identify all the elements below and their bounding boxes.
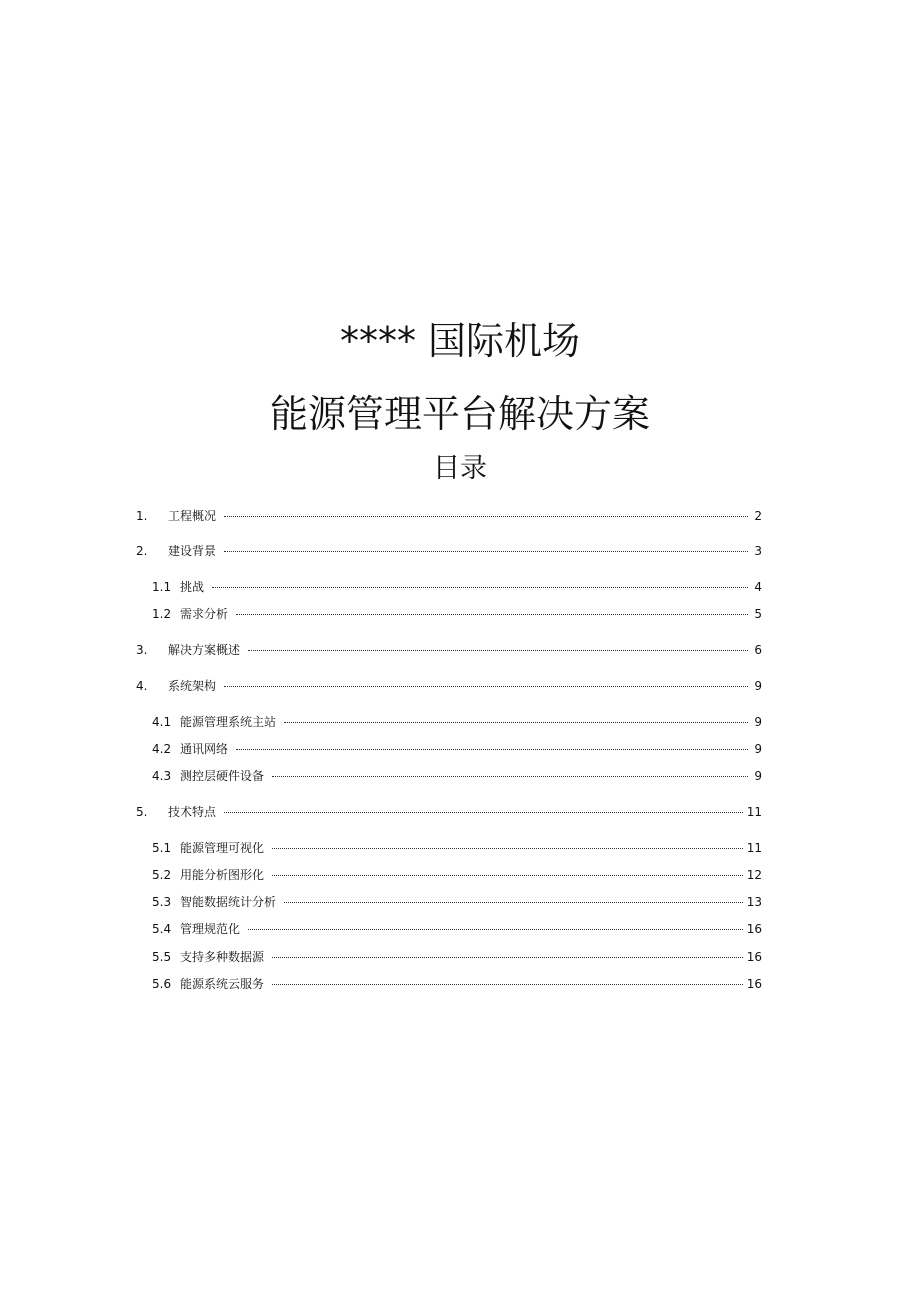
toc-entry-title: 通讯网络 xyxy=(180,742,229,756)
toc-entry-title: 挑战 xyxy=(180,580,205,594)
toc-dot-leader xyxy=(224,516,748,517)
toc-entry-number: 4.1 xyxy=(152,715,172,729)
toc-dot-leader xyxy=(236,749,748,750)
toc-entry-page: 13 xyxy=(746,895,762,909)
toc-entry-number: 5.1 xyxy=(152,841,172,855)
toc-entry-page: 5 xyxy=(754,607,762,621)
toc-entry[interactable] xyxy=(136,507,762,525)
toc-dot-leader xyxy=(248,650,748,651)
toc-entry[interactable] xyxy=(152,920,762,938)
toc-entry[interactable] xyxy=(136,542,762,560)
toc-entry[interactable] xyxy=(152,740,762,758)
toc-entry-title: 能源管理系统主站 xyxy=(180,715,277,729)
toc-entry[interactable] xyxy=(136,641,762,659)
toc-entry-title: 工程概况 xyxy=(168,509,217,523)
toc-dot-leader xyxy=(224,812,743,813)
toc-dot-leader xyxy=(248,929,743,930)
toc-dot-leader xyxy=(224,686,748,687)
toc-entry-page: 9 xyxy=(754,679,762,693)
toc-entry[interactable] xyxy=(152,713,762,731)
toc-entry-number: 1. xyxy=(136,509,148,523)
document-title-line-2: 能源管理平台解决方案 xyxy=(269,392,650,436)
toc-dot-leader xyxy=(224,551,748,552)
toc-entry[interactable] xyxy=(152,839,762,857)
toc-entry-page: 12 xyxy=(746,868,762,882)
toc-entry-page: 9 xyxy=(754,769,762,783)
toc-entry-page: 11 xyxy=(746,805,762,819)
toc-entry-page: 6 xyxy=(754,643,762,657)
toc-entry-title: 技术特点 xyxy=(168,805,217,819)
toc-entry-title: 需求分析 xyxy=(180,607,229,621)
toc-heading: 目录 xyxy=(433,453,487,484)
toc-entry-title: 能源系统云服务 xyxy=(180,977,265,991)
toc-entry-page: 4 xyxy=(754,580,762,594)
document-title-line-1: **** 国际机场 xyxy=(339,319,581,363)
toc-dot-leader xyxy=(272,776,748,777)
toc-entry[interactable] xyxy=(152,578,762,596)
toc-entry-number: 3. xyxy=(136,643,148,657)
toc-entry[interactable] xyxy=(152,767,762,785)
toc-entry-number: 1.1 xyxy=(152,580,172,594)
toc-entry-page: 2 xyxy=(754,509,762,523)
toc-entry-number: 4.2 xyxy=(152,742,172,756)
toc-entry-number: 5.6 xyxy=(152,977,172,991)
toc-dot-leader xyxy=(272,848,743,849)
toc-dot-leader xyxy=(236,614,748,615)
toc-entry-page: 9 xyxy=(754,715,762,729)
toc-entry[interactable] xyxy=(152,893,762,911)
toc-dot-leader xyxy=(284,902,743,903)
toc-entry-number: 1.2 xyxy=(152,607,172,621)
toc-entry-page: 3 xyxy=(754,544,762,558)
toc-dot-leader xyxy=(272,984,743,985)
toc-entry-title: 测控层硬件设备 xyxy=(180,769,265,783)
toc-entry-number: 4.3 xyxy=(152,769,172,783)
toc-entry[interactable] xyxy=(152,866,762,884)
toc-entry-number: 5.2 xyxy=(152,868,172,882)
toc-entry-page: 16 xyxy=(746,922,762,936)
toc-dot-leader xyxy=(212,587,748,588)
toc-entry-number: 4. xyxy=(136,679,148,693)
toc-entry-title: 能源管理可视化 xyxy=(180,841,265,855)
toc-entry-title: 建设背景 xyxy=(168,544,217,558)
toc-entry-title: 解决方案概述 xyxy=(168,643,241,657)
toc-entry-title: 智能数据统计分析 xyxy=(180,895,277,909)
toc-entry-number: 5.5 xyxy=(152,950,172,964)
toc-dot-leader xyxy=(272,875,743,876)
toc-entry-page: 16 xyxy=(746,950,762,964)
toc-entry[interactable] xyxy=(152,605,762,623)
toc-entry[interactable] xyxy=(136,803,762,821)
toc-entry-title: 支持多种数据源 xyxy=(180,950,265,964)
toc-entry[interactable] xyxy=(136,677,762,695)
toc-entry-number: 5.4 xyxy=(152,922,172,936)
toc-dot-leader xyxy=(272,957,743,958)
toc-entry[interactable] xyxy=(152,948,762,966)
toc-entry-title: 管理规范化 xyxy=(180,922,241,936)
toc-entry[interactable] xyxy=(152,975,762,993)
toc-dot-leader xyxy=(284,722,748,723)
toc-entry-page: 16 xyxy=(746,977,762,991)
toc-entry-title: 用能分析图形化 xyxy=(180,868,265,882)
toc-entry-number: 2. xyxy=(136,544,148,558)
toc-entry-title: 系统架构 xyxy=(168,679,217,693)
toc-entry-page: 11 xyxy=(746,841,762,855)
toc-entry-page: 9 xyxy=(754,742,762,756)
toc-entry-number: 5.3 xyxy=(152,895,172,909)
toc-entry-number: 5. xyxy=(136,805,148,819)
